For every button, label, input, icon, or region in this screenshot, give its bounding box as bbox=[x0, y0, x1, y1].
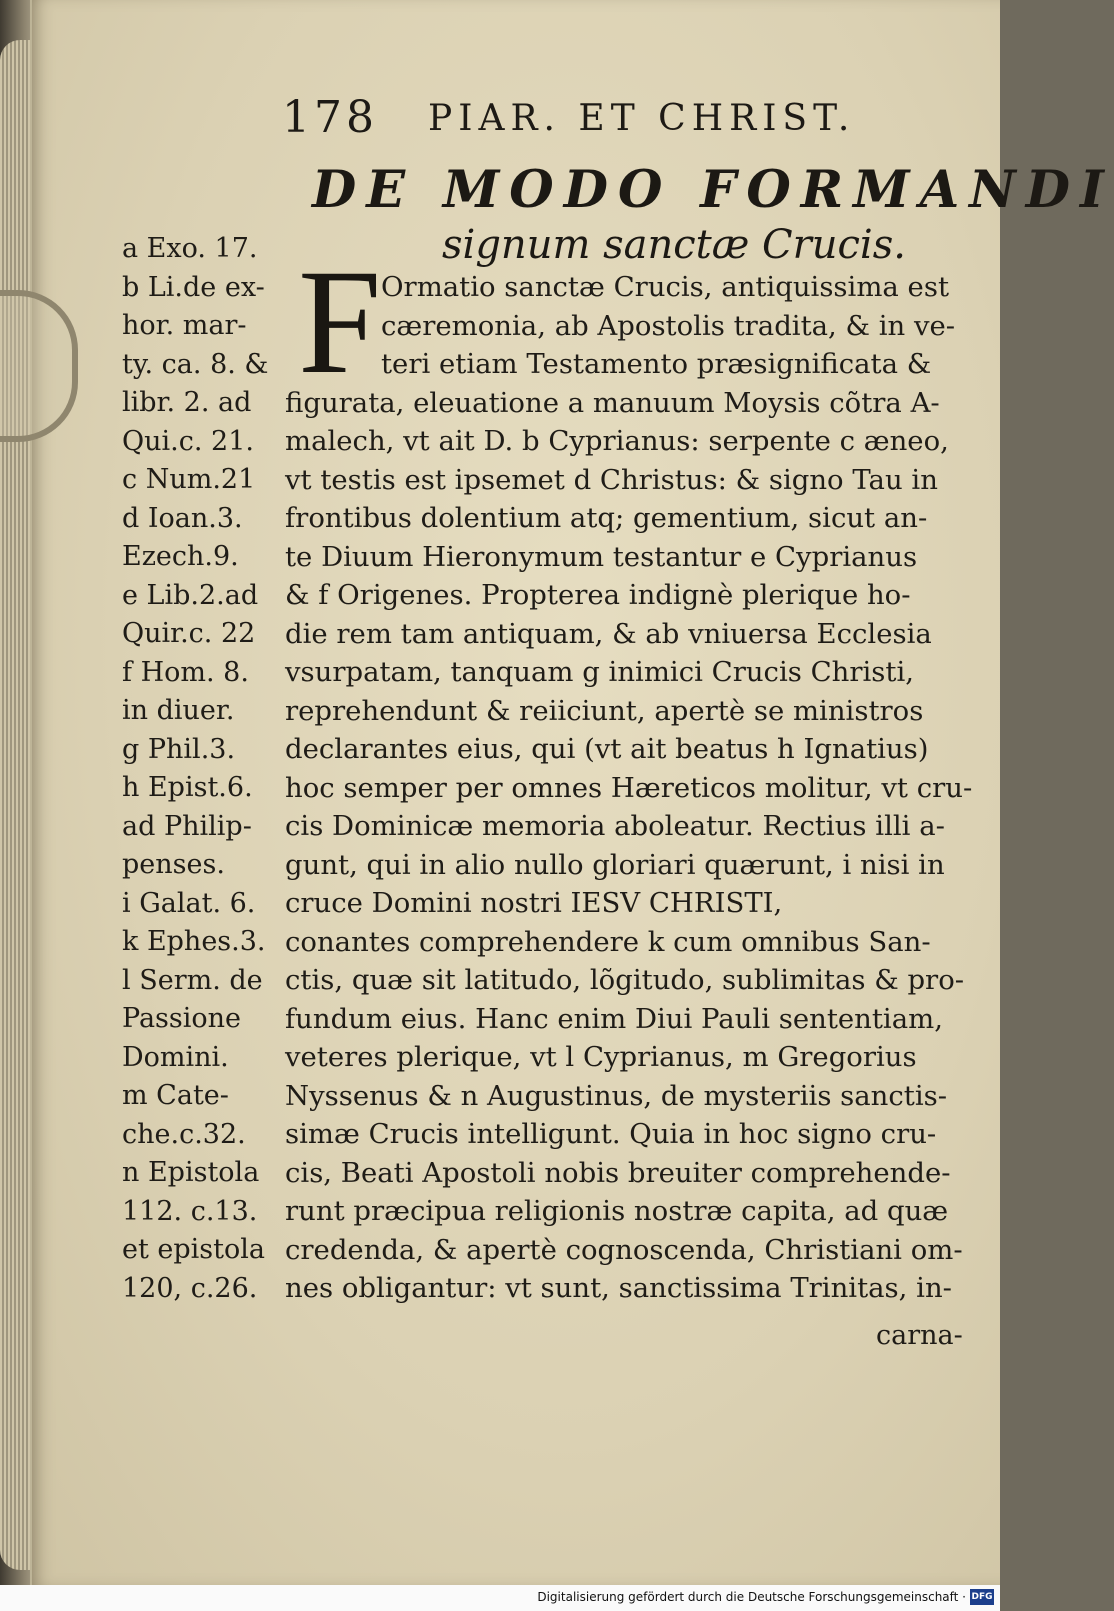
text-line: veteres plerique, vt l Cyprianus, m Gregorius bbox=[285, 1041, 917, 1073]
margin-note: c Num.21 bbox=[122, 464, 256, 495]
margin-note: i Galat. 6. bbox=[122, 887, 256, 919]
catchword: carna- bbox=[876, 1320, 963, 1351]
text-line: nes obligantur: vt sunt, sanctissima Trinitas, in- bbox=[285, 1272, 952, 1304]
digitization-footer bbox=[0, 1585, 1000, 1611]
text-line: declarantes eius, qui (vt ait beatus h Ignatius) bbox=[285, 733, 929, 765]
margin-note: m Cate- bbox=[122, 1080, 229, 1111]
text-line: malech, vt ait D. b Cyprianus: serpente c æneo, bbox=[285, 425, 949, 457]
text-line: te Diuum Hieronymum testantur e Cyprianus bbox=[285, 540, 918, 573]
margin-note: ty. ca. 8. & bbox=[122, 348, 269, 380]
dfg-logo-icon: DFG bbox=[970, 1589, 994, 1605]
margin-note: l Serm. de bbox=[122, 964, 263, 996]
text-line: & f Origenes. Propterea indignè plerique ho- bbox=[285, 579, 911, 611]
margin-note: Ezech.9. bbox=[122, 541, 239, 572]
text-line: cæremonia, ab Apostolis tradita, & in ve- bbox=[381, 309, 956, 342]
text-line: Nyssenus & n Augustinus, de mysteriis sanctis- bbox=[285, 1079, 948, 1112]
text-line: teri etiam Testamento præsignificata & bbox=[381, 348, 932, 380]
margin-note: h Epist.6. bbox=[122, 772, 253, 803]
body-text bbox=[285, 268, 975, 1308]
text-line: Ormatio sanctæ Crucis, antiquissima est bbox=[381, 271, 949, 303]
text-line: die rem tam antiquam, & ab vniuersa Ecclesia bbox=[285, 617, 932, 650]
text-line: gunt, qui in alio nullo gloriari quærunt, i nisi in bbox=[285, 848, 945, 881]
text-line: runt præcipua religionis nostræ capita, ad quæ bbox=[285, 1195, 949, 1227]
margin-note: ad Philip- bbox=[122, 810, 252, 842]
text-line: figurata, eleuatione a manuum Moysis cõtra A- bbox=[285, 386, 940, 419]
margin-note: libr. 2. ad bbox=[122, 387, 252, 418]
text-line: conantes comprehendere k cum omnibus San- bbox=[285, 925, 931, 958]
text-line: cis Dominicæ memoria aboleatur. Rectius illi a- bbox=[285, 810, 945, 842]
text-line: hoc semper per omnes Hæreticos molitur, vt cru- bbox=[285, 771, 973, 804]
margin-note: e Lib.2.ad bbox=[122, 579, 259, 611]
margin-note: k Ephes.3. bbox=[122, 926, 266, 957]
text-line: vt testis est ipsemet d Christus: & signo Tau in bbox=[285, 463, 938, 496]
text-line: credenda, & apertè cognoscenda, Christiani om- bbox=[285, 1233, 963, 1266]
margin-note: a Exo. 17. bbox=[122, 233, 258, 264]
footer-credit: Digitalisierung gefördert durch die Deutsche Forschungsgemeinschaft · bbox=[537, 1590, 966, 1604]
running-head bbox=[282, 92, 892, 152]
margin-note: in diuer. bbox=[122, 695, 235, 726]
margin-note: penses. bbox=[122, 849, 225, 880]
drop-cap: F bbox=[298, 239, 382, 405]
margin-note: Qui.c. 21. bbox=[122, 425, 254, 457]
margin-note: g Phil.3. bbox=[122, 733, 236, 765]
margin-note: 112. c.13. bbox=[122, 1195, 258, 1227]
text-line: vsurpatam, tanquam g inimici Crucis Christi, bbox=[285, 656, 914, 688]
chapter-title: DE MODO FORMANDI bbox=[312, 160, 1114, 220]
text-line: reprehendunt & reiiciunt, apertè se ministros bbox=[285, 694, 924, 727]
text-line: cruce Domini nostri IESV CHRISTI, bbox=[285, 887, 783, 919]
margin-note: f Hom. 8. bbox=[122, 656, 249, 688]
margin-note: b Li.de ex- bbox=[122, 271, 265, 303]
margin-note: et epistola bbox=[122, 1234, 266, 1265]
margin-note: Domini. bbox=[122, 1041, 229, 1073]
text-line: simæ Crucis intelligunt. Quia in hoc signo cru- bbox=[285, 1118, 937, 1150]
margin-note: Quir.c. 22 bbox=[122, 618, 256, 649]
margin-note: d Ioan.3. bbox=[122, 502, 243, 534]
margin-note: Passione bbox=[122, 1003, 242, 1034]
margin-note: 120, c.26. bbox=[122, 1272, 258, 1304]
text-line: frontibus dolentium atq; gementium, sicut an- bbox=[285, 502, 928, 534]
margin-notes bbox=[122, 230, 287, 1308]
margin-note: hor. mar- bbox=[122, 310, 247, 341]
margin-note: n Epistola bbox=[122, 1157, 260, 1188]
page-number: 178 bbox=[282, 92, 378, 143]
text-line: cis, Beati Apostoli nobis breuiter comprehende- bbox=[285, 1156, 951, 1189]
text-line: ctis, quæ sit latitudo, lõgitudo, sublimitas & pro- bbox=[285, 964, 965, 996]
chapter-subtitle: signum sanctæ Crucis. bbox=[442, 222, 906, 268]
text-line: fundum eius. Hanc enim Diui Pauli sententiam, bbox=[285, 1002, 943, 1035]
margin-note: che.c.32. bbox=[122, 1118, 246, 1150]
running-title: PIAR. ET CHRIST. bbox=[428, 98, 856, 139]
